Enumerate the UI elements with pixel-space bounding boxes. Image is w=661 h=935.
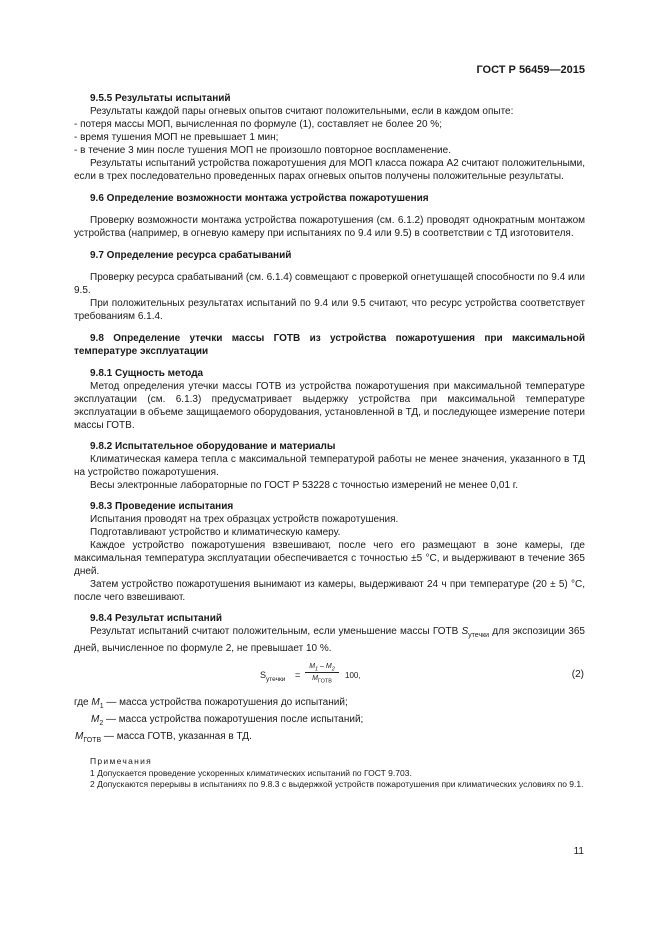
section-9-5-5-conclusion: Результаты испытаний устройства пожаротушения для МОП класса пожара А2 считают положительными, если в трех последовательно проведенных парах огневых опытов получены положительные результаты. bbox=[74, 158, 585, 182]
where-item bbox=[74, 730, 585, 747]
where-subscript: 1 bbox=[99, 703, 104, 710]
section-9-8-3-p3: Каждое устройство пожаротушения взвешивают, после чего его размещают в зоне камеры, где максимальная температура эксплуатации обеспечивается с точностью ±5 °С, и выдерживают в течение 365 дней. bbox=[74, 540, 585, 577]
notes-title: Примечания bbox=[90, 756, 153, 766]
where-text: — масса устройства пожаротушения до испытаний; bbox=[103, 697, 348, 708]
where-subscript: 2 bbox=[99, 720, 104, 727]
section-9-8-4-title: 9.8.4 Результат испытаний bbox=[90, 613, 222, 624]
where-prefix: где bbox=[74, 697, 92, 708]
standard-header: ГОСТ Р 56459—2015 bbox=[476, 64, 585, 76]
where-item bbox=[74, 696, 585, 713]
denominator-m: M bbox=[312, 675, 318, 682]
formula-lhs-subscript: утечки bbox=[266, 675, 286, 683]
note-item: 1 Допускается проведение ускоренных климатических испытаний по ГОСТ 9.703. bbox=[90, 767, 412, 778]
where-text: — масса ГОТВ, указанная в ТД. bbox=[101, 731, 252, 742]
section-9-8-3-p1: Испытания проводят на трех образцах устройств пожаротушения. bbox=[90, 514, 399, 525]
where-block bbox=[74, 696, 585, 747]
page-number: 11 bbox=[573, 846, 584, 857]
numerator-m1-subscript: 1 bbox=[315, 666, 319, 673]
section-9-8-4-text bbox=[74, 625, 585, 655]
where-symbol: M bbox=[75, 731, 84, 742]
section-9-7-p2: При положительных результатах испытаний по 9.4 или 9.5 считают, что ресурс устройства соответствует требованиям 6.1.4. bbox=[74, 298, 585, 322]
where-subscript: ГОТВ bbox=[83, 737, 102, 744]
section-9-8-3-p4: Затем устройство пожаротушения вынимают из камеры, выдерживают 24 ч при температуре (20 ± 5) °С, после чего взвешивают. bbox=[74, 579, 585, 603]
symbol-subscript: утечки bbox=[468, 632, 490, 639]
section-9-8-2-title: 9.8.2 Испытательное оборудование и материалы bbox=[90, 441, 336, 452]
section-9-5-5-intro: Результаты каждой пары огневых опытов считают положительными, если в каждом опыте: bbox=[90, 106, 514, 117]
page-content bbox=[74, 92, 585, 791]
formula-equals: = bbox=[295, 670, 301, 680]
where-text: — масса устройства пожаротушения после испытаний; bbox=[103, 714, 364, 725]
section-9-7-p1: Проверку ресурса срабатываний (см. 6.1.4) совмещают с проверкой огнетушащей способности по 9.4 или 9.5. bbox=[74, 272, 585, 296]
formula-number: (2) bbox=[571, 669, 584, 680]
section-9-8-2-p1: Климатическая камера тепла с максимальной температурой работы не менее значения, указанного в ТД на устройство пожаротушения. bbox=[74, 454, 585, 478]
formula bbox=[260, 661, 410, 687]
where-symbol: M bbox=[91, 714, 100, 725]
list-item: - потеря массы МОП, вычисленная по формуле (1), составляет не более 20 %; bbox=[74, 119, 442, 130]
notes-block bbox=[74, 756, 585, 791]
numerator-m2-subscript: 2 bbox=[331, 666, 335, 673]
formula-numerator bbox=[305, 661, 339, 672]
section-9-8-1-title: 9.8.1 Сущность метода bbox=[90, 368, 204, 379]
numerator-m1: M bbox=[309, 663, 316, 670]
minus-sign: – bbox=[318, 663, 326, 670]
where-symbol: M bbox=[91, 697, 100, 708]
section-9-8-title: 9.8 Определение утечки массы ГОТВ из устройства пожаротушения при максимальной температуре эксплуатации bbox=[74, 333, 585, 357]
note-item: 2 Допускаются перерывы в испытаниях по 9.8.3 с выдержкой устройств пожаротушения при климатических условиях по 9.1. bbox=[90, 779, 584, 789]
numerator-m2: M bbox=[325, 663, 332, 670]
denominator-subscript: ГОТВ bbox=[317, 678, 332, 685]
formula-fraction bbox=[305, 661, 339, 686]
section-9-5-5-title: 9.5.5 Результаты испытаний bbox=[90, 93, 231, 104]
section-9-6-text: Проверку возможности монтажа устройства пожаротушения (см. 6.1.2) проводят однократным монтажом устройства (например, в огневую камеру при испытаниях по 9.4 или 9.5) в соответствии с ТД изготовителя. bbox=[74, 215, 585, 239]
section-9-8-3-title: 9.8.3 Проведение испытания bbox=[90, 501, 234, 512]
text-segment: Результат испытаний считают положительным, если уменьшение массы ГОТВ bbox=[90, 626, 462, 637]
where-item bbox=[74, 713, 585, 730]
formula-row bbox=[74, 661, 585, 687]
section-9-8-1-text: Метод определения утечки массы ГОТВ из устройства пожаротушения при максимальной температуре эксплуатации (см. 6.1.3) предусматривает выдержку устройства при максимальной температуре эксплуатации в объеме защищаемого оборудования, установленной в ТД, и последующее измерение потери массы ГОТВ. bbox=[74, 381, 585, 431]
section-9-6-title: 9.6 Определение возможности монтажа устройства пожаротушения bbox=[90, 193, 429, 204]
list-item: - время тушения МОП не превышает 1 мин; bbox=[74, 132, 279, 143]
formula-denominator bbox=[305, 674, 339, 686]
formula-lhs bbox=[260, 669, 285, 686]
list-item: - в течение 3 мин после тушения МОП не произошло повторное воспламенение. bbox=[74, 145, 451, 156]
formula-lhs-symbol: S bbox=[260, 670, 267, 680]
section-9-7-title: 9.7 Определение ресурса срабатываний bbox=[90, 250, 292, 261]
section-9-8-3-p2: Подготавливают устройство и климатическую камеру. bbox=[90, 527, 341, 538]
section-9-8-2-p2: Весы электронные лабораторные по ГОСТ Р 53228 с точностью измерений не менее 0,01 г. bbox=[90, 480, 518, 491]
text-segment: для экспозиции 365 дней, вычисленное по формуле 2, не превышает 10 %. bbox=[74, 626, 585, 654]
formula-multiplier: 100, bbox=[345, 671, 361, 680]
symbol-s: S bbox=[461, 626, 469, 637]
